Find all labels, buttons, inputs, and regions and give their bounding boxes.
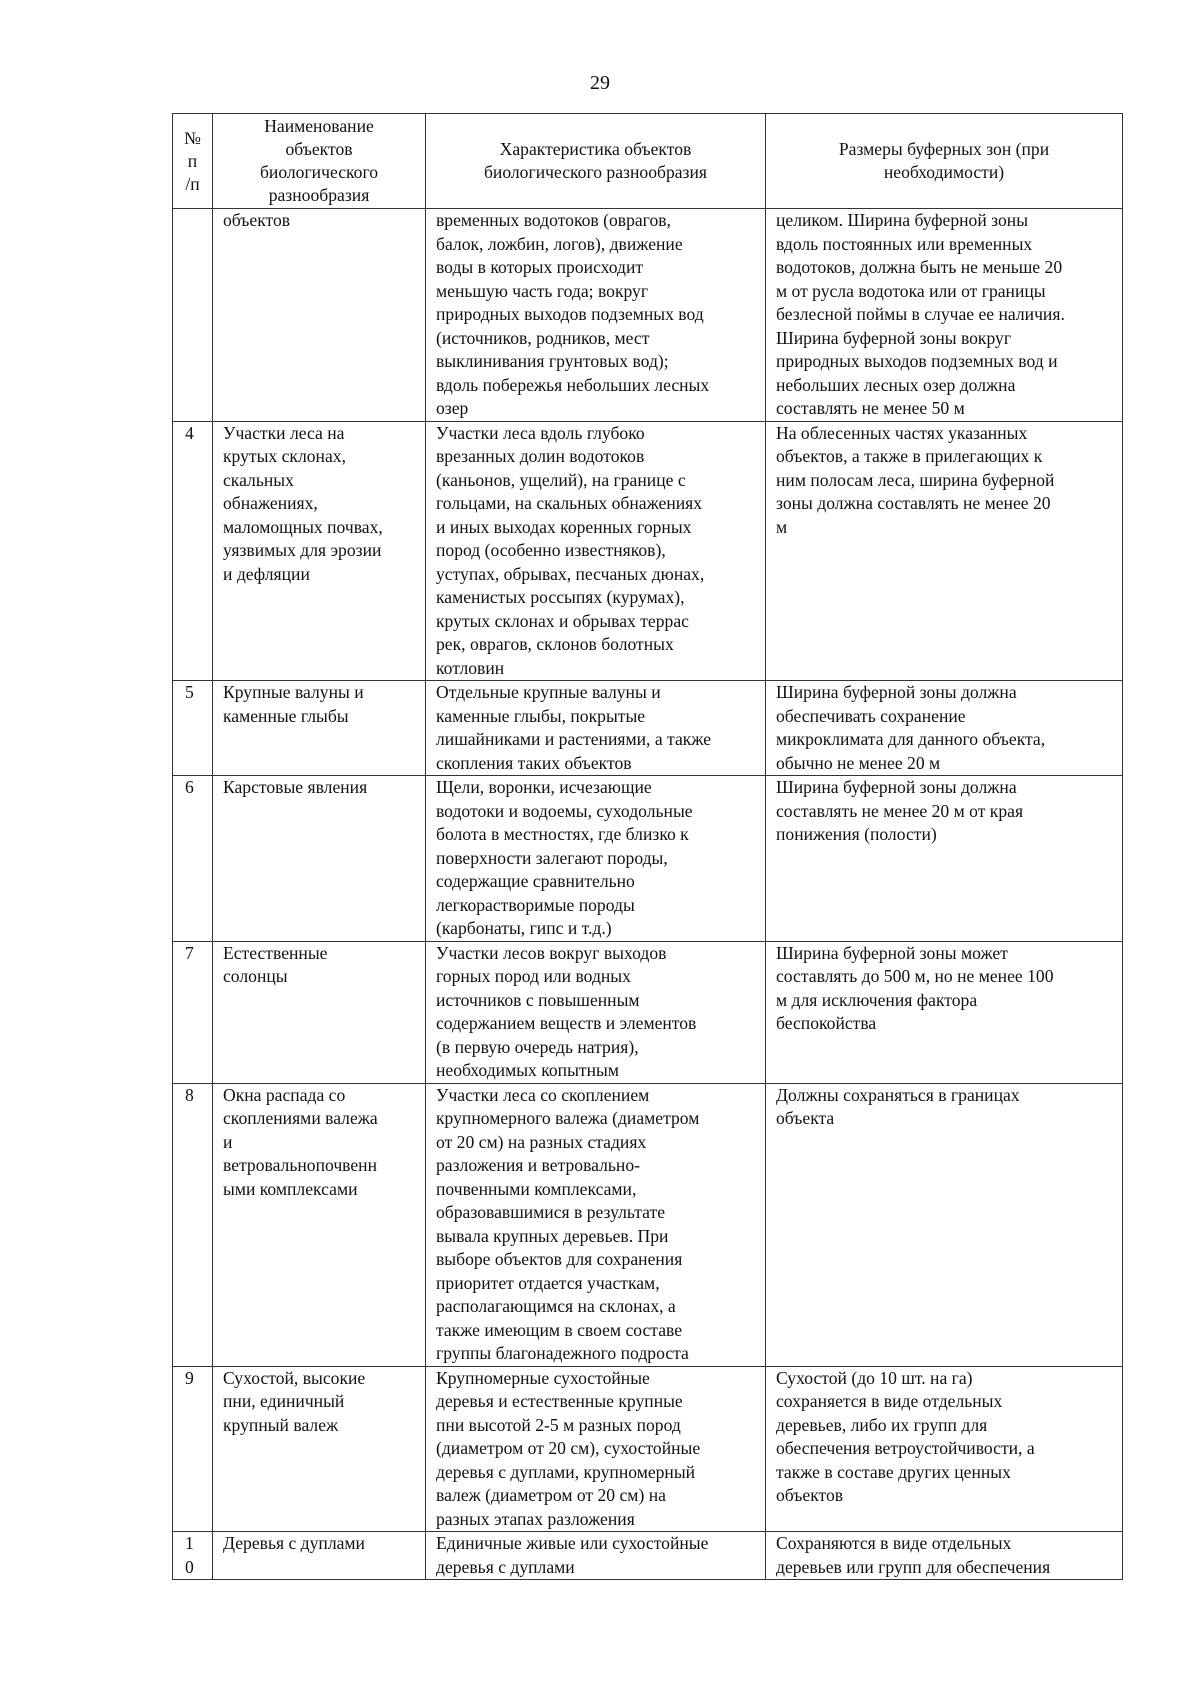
row-number: 6 xyxy=(173,776,213,942)
row-number: 8 xyxy=(173,1083,213,1366)
description-cell: Единичные живые или сухостойные деревья с дуплами xyxy=(426,1532,766,1580)
page-number: 29 xyxy=(590,72,610,94)
object-name-cell: объектов xyxy=(213,209,426,422)
description-cell: временных водотоков (оврагов, балок, ложбин, логов), движение воды в которых происходит меньшую часть года; вокруг природных выходов подземных вод (источников, родников, мест выклинивания грунтовых вод); вдоль побережья небольших лесных озер xyxy=(426,209,766,422)
buffer-zone-cell: Должны сохраняться в границах объекта xyxy=(766,1083,1123,1366)
description-cell: Щели, воронки, исчезающие водотоки и водоемы, суходольные болота в местностях, где близко к поверхности залегают породы, содержащие сравнительно легкорастворимые породы (карбонаты, гипс и т.д.) xyxy=(426,776,766,942)
table-row xyxy=(173,776,1123,942)
row-number: 9 xyxy=(173,1366,213,1532)
table-row xyxy=(173,1366,1123,1532)
header-characteristics: Характеристика объектов биологического разнообразия xyxy=(426,114,766,209)
row-number: 1 0 xyxy=(173,1532,213,1580)
row-number: 4 xyxy=(173,421,213,681)
object-name-cell: Карстовые явления xyxy=(213,776,426,942)
buffer-zone-cell: Ширина буферной зоны должна составлять не менее 20 м от края понижения (полости) xyxy=(766,776,1123,942)
table-row xyxy=(173,1083,1123,1366)
buffer-zone-cell: Сохраняются в виде отдельных деревьев или групп для обеспечения xyxy=(766,1532,1123,1580)
description-cell: Крупномерные сухостойные деревья и естественные крупные пни высотой 2-5 м разных пород (диаметром от 20 см), сухостойные деревья с дуплами, крупномерный валеж (диаметром от 20 см) на разных этапах разложения xyxy=(426,1366,766,1532)
row-number: 7 xyxy=(173,941,213,1083)
table-header-row xyxy=(173,114,1123,209)
table-row xyxy=(173,421,1123,681)
object-name-cell: Деревья с дуплами xyxy=(213,1532,426,1580)
buffer-zone-cell: На облесенных частях указанных объектов, а также в прилегающих к ним полосам леса, ширина буферной зоны должна составлять не менее 20 м xyxy=(766,421,1123,681)
description-cell: Участки леса со скоплением крупномерного валежа (диаметром от 20 см) на разных стадиях разложения и ветровально- почвенными комплексами, образовавшимися в результате вывала крупных деревьев. При выборе объектов для сохранения приоритет отдается участкам, располагающимся на склонах, а также имеющим в своем составе группы благонадежного подроста xyxy=(426,1083,766,1366)
header-buffer-zone-size: Размеры буферных зон (при необходимости) xyxy=(766,114,1123,209)
biodiversity-objects-table xyxy=(172,113,1123,1580)
description-cell: Участки лесов вокруг выходов горных пород или водных источников с повышенным содержанием веществ и элементов (в первую очередь натрия), необходимых копытным xyxy=(426,941,766,1083)
table-row xyxy=(173,209,1123,422)
object-name-cell: Участки леса на крутых склонах, скальных обнажениях, маломощных почвах, уязвимых для эрозии и дефляции xyxy=(213,421,426,681)
object-name-cell: Окна распада со скоплениями валежа и ветровальнопочвенн ыми комплексами xyxy=(213,1083,426,1366)
table-row xyxy=(173,681,1123,776)
buffer-zone-cell: Сухостой (до 10 шт. на га) сохраняется в виде отдельных деревьев, либо их групп для обеспечения ветроустойчивости, а также в составе других ценных объектов xyxy=(766,1366,1123,1532)
description-cell: Участки леса вдоль глубоко врезанных долин водотоков (каньонов, ущелий), на границе с гольцами, на скальных обнажениях и иных выходах коренных горных пород (особенно известняков), уступах, обрывах, песчаных дюнах, каменистых россыпях (курумах), крутых склонах и обрывах террас рек, оврагов, склонов болотных котловин xyxy=(426,421,766,681)
table-row xyxy=(173,941,1123,1083)
header-object-name: Наименование объектов биологического разнообразия xyxy=(213,114,426,209)
description-cell: Отдельные крупные валуны и каменные глыбы, покрытые лишайниками и растениями, а также скопления таких объектов xyxy=(426,681,766,776)
table-row xyxy=(173,1532,1123,1580)
buffer-zone-cell: Ширина буферной зоны может составлять до 500 м, но не менее 100 м для исключения фактора беспокойства xyxy=(766,941,1123,1083)
object-name-cell: Сухостой, высокие пни, единичный крупный валеж xyxy=(213,1366,426,1532)
buffer-zone-cell: целиком. Ширина буферной зоны вдоль постоянных или временных водотоков, должна быть не меньше 20 м от русла водотока или от границы безлесной поймы в случае ее наличия. Ширина буферной зоны вокруг природных выходов подземных вод и небольших лесных озер должна составлять не менее 50 м xyxy=(766,209,1123,422)
object-name-cell: Крупные валуны и каменные глыбы xyxy=(213,681,426,776)
row-number xyxy=(173,209,213,422)
object-name-cell: Естественные солонцы xyxy=(213,941,426,1083)
header-number: № п /п xyxy=(173,114,213,209)
buffer-zone-cell: Ширина буферной зоны должна обеспечивать сохранение микроклимата для данного объекта, обычно не менее 20 м xyxy=(766,681,1123,776)
row-number: 5 xyxy=(173,681,213,776)
